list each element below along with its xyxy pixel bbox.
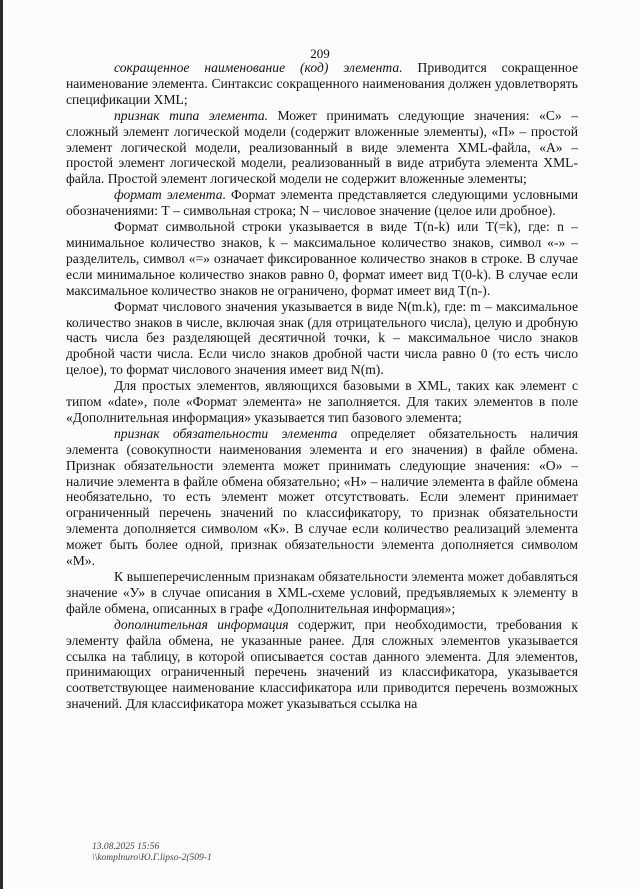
term-short-name: сокращенное наименование (код) элемента.	[114, 60, 403, 75]
paragraph-text: Может принимать следующие значения: «С» – сложный элемент логической модели (содержит вложенные элементы), «П» – простой элемент логической модели, реализованный в виде элемента XML-файла, «А» – простой элемент логической модели, реализованный в виде атрибута элемента XML-файла. Простой элемент логической модели не содержит вложенные элементы;	[66, 107, 578, 187]
footer-timestamp: 13.08.2025 15:56	[92, 842, 160, 852]
paragraph-short-name	[66, 60, 578, 108]
paragraph-text: Приводится сокращенное наименование элемента. Синтаксис сокращенного наименования должен удовлетворять спецификации XML;	[66, 60, 578, 107]
term-element-format: формат элемента.	[114, 187, 226, 203]
paragraph-text: Для простых элементов, являющихся базовыми в XML, таких как элемент с типом «date», поле «Формат элемента» не заполняется. Для таких элементов в поле «Дополнительная информация» указывается тип базового элемента;	[66, 378, 578, 425]
paragraph-text: Формат элемента представляется следующими условными обозначениями: Т – символьная строка; N – числовое значение (целое или дробное).	[66, 187, 578, 219]
page-number: 209	[310, 46, 330, 61]
paragraph-text: Формат числового значения указывается в виде N(m.k), где: m – максимальное количество знаков в числе, включая знак (для отрицательного числа), целую и дробную часть числа без разделяющей десятичной точки, k – максимальное число знаков дробной части числа. Если число знаков дробной части числа равно 0 (то есть число целое), то формат числового значения имеет вид N(m).	[66, 298, 578, 378]
paragraph-additional-info	[66, 617, 578, 712]
paragraph-numeric-format	[66, 299, 578, 379]
paragraph-base-elements	[66, 378, 578, 426]
scan-edge	[0, 0, 3, 889]
paragraph-text: Формат символьной строки указывается в виде Т(n-k) или Т(=k), где: n – минимальное количество знаков, k – максимальное количество знаков, символ «-» – разделитель, символ «=» означает фиксированное количество знаков в строке. В случае если минимальное количество знаков равно 0, формат имеет вид Т(0-k). В случае если максимальное количество знаков не ограничено, формат имеет вид Т(n-).	[66, 219, 578, 298]
document-footer	[92, 842, 212, 864]
term-obligation: признак обязательности элемента	[114, 425, 338, 441]
term-additional-info: дополнительная информация	[114, 616, 289, 632]
paragraph-text: содержит, при необходимости, требования к элементу файла обмена, не указанные ранее. Для сложных элементов указывается ссылка на таблицу, в которой описывается состав данного элемента. Для элементов, принимающих ограниченный перечень значений из классификатора, указывается соответствующее наименование классификатора или приводится перечень возможных значений. Для классификатора может указываться ссылка на	[66, 616, 578, 712]
footer-file-path: \\komplnuro\Ю.Г.lipso-2(509-1	[92, 853, 212, 863]
paragraph-text: определяет обязательность наличия элемента (совокупности наименования элемента и его значения) в файле обмена. Признак обязательности элемента может принимать следующие значения: «О» – наличие элемента в файле обмена обязательно; «Н» – наличие элемента в файле обмена необязательно, то есть элемент может отсутствовать. Если элемент принимает ограниченный перечень значений по классификатору, то признак обязательности элемента дополняется символом «К». В случае если количество реализаций элемента может быть более одной, признак обязательности элемента дополняется символом «М».	[66, 425, 578, 569]
paragraph-element-format	[66, 187, 578, 219]
paragraph-element-type	[66, 108, 578, 188]
document-body	[66, 60, 578, 712]
term-element-type: признак типа элемента.	[114, 107, 269, 123]
paragraph-string-format	[66, 219, 578, 299]
paragraph-text: К вышеперечисленным признакам обязательности элемента может добавляться значение «У» в случае описания в XML-схеме условий, предъявляемых к элементу в файле обмена, описанных в графе «Дополнительная информация»;	[66, 569, 578, 616]
paragraph-obligation	[66, 426, 578, 569]
paragraph-obligation-extra	[66, 569, 578, 617]
